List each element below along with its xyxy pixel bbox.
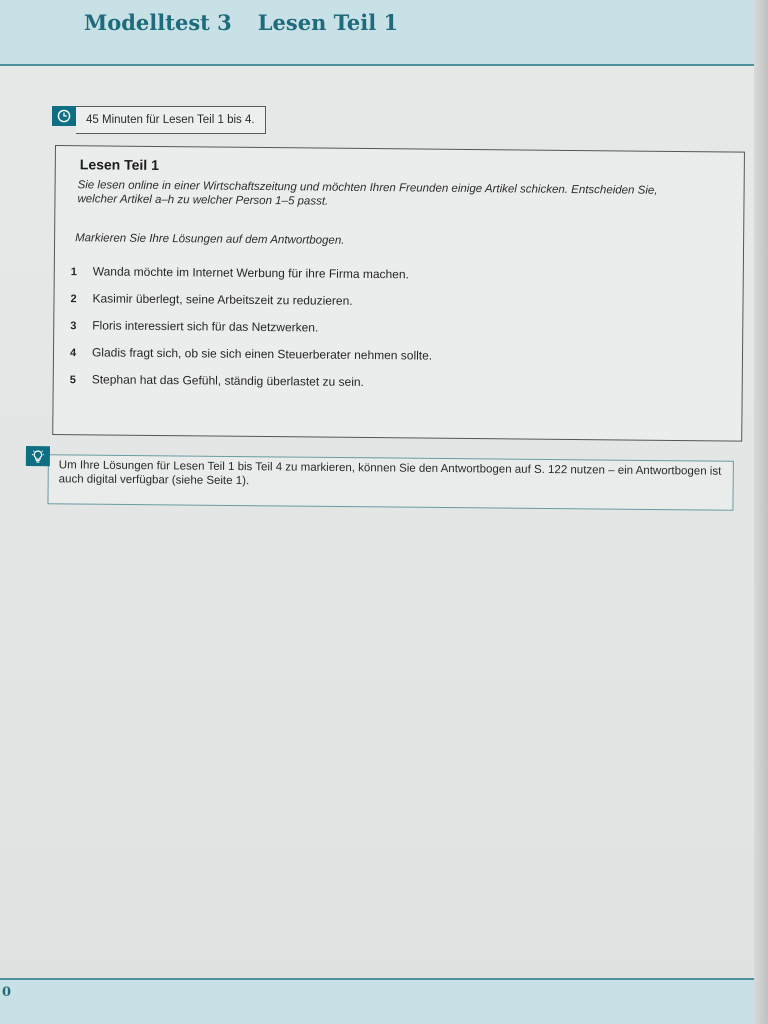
hint-box bbox=[47, 454, 733, 511]
lightbulb-icon bbox=[26, 446, 50, 466]
item-text: Gladis fragt sich, ob sie sich einen Steuerberater nehmen sollte. bbox=[91, 345, 433, 363]
item-text: Stephan hat das Gefühl, ständig überlastet zu sein. bbox=[91, 372, 364, 389]
task-title: Lesen Teil 1 bbox=[79, 156, 159, 173]
item-number: 4 bbox=[69, 347, 77, 360]
item-text: Wanda möchte im Internet Werbung für ihre Firma machen. bbox=[92, 264, 409, 282]
item-number: 2 bbox=[70, 293, 77, 306]
page-footer bbox=[0, 978, 768, 1024]
item-number: 3 bbox=[70, 320, 77, 333]
item-number: 1 bbox=[70, 266, 77, 279]
clock-icon bbox=[52, 106, 76, 126]
page-title bbox=[84, 10, 398, 35]
task-box bbox=[52, 145, 745, 442]
page-number: 0 bbox=[2, 985, 12, 1000]
item-text: Kasimir überlegt, seine Arbeitszeit zu reduzieren. bbox=[92, 291, 353, 308]
hint-text: Um Ihre Lösungen für Lesen Teil 1 bis Teil 4 zu markieren, können Sie den Antwortbogen auf S. 122 nutzen – ein Antwortbogen ist auch digital verfügbar (siehe Seite 1). bbox=[58, 459, 722, 488]
page-edge bbox=[754, 0, 768, 1024]
time-note-text: 45 Minuten für Lesen Teil 1 bis 4. bbox=[76, 106, 266, 134]
section-label: Lesen Teil 1 bbox=[257, 10, 399, 35]
task-instruction: Sie lesen online in einer Wirtschaftszeitung und möchten Ihren Freunden einige Artikel schicken. Entscheiden Sie, welcher Artikel a–h zu welcher Person 1–5 passt. bbox=[77, 179, 658, 208]
test-label: Modelltest 3 bbox=[84, 10, 232, 35]
page-header bbox=[0, 0, 768, 66]
task-instruction-answer-sheet: Markieren Sie Ihre Lösungen auf dem Antwortbogen. bbox=[75, 232, 345, 247]
person-list bbox=[70, 264, 721, 405]
time-note bbox=[52, 102, 266, 130]
item-text: Floris interessiert sich für das Netzwerken. bbox=[92, 318, 319, 335]
list-item bbox=[70, 372, 720, 405]
item-number: 5 bbox=[69, 374, 76, 387]
hint-note bbox=[25, 446, 734, 515]
